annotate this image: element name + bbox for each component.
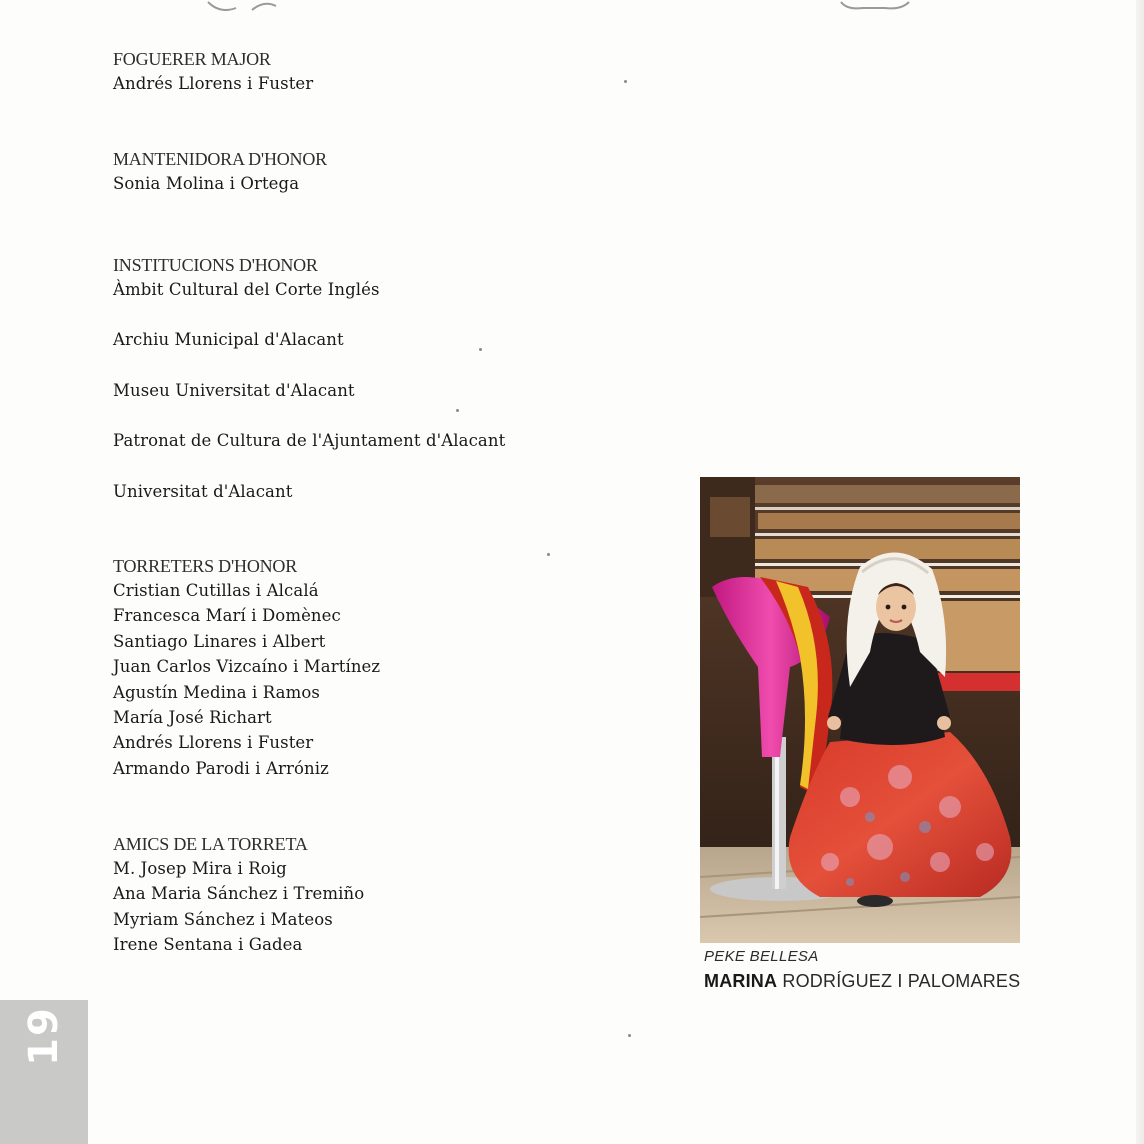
photo-caption-role: PEKE BELLESA [704, 948, 819, 965]
person-name: Andrés Llorens i Fuster [113, 74, 314, 93]
person-name: Francesca Marí i Domènec [113, 606, 341, 626]
person-name: Armando Parodi i Arróniz [113, 758, 329, 778]
paper-speck [479, 348, 482, 351]
caption-first-name: MARINA [704, 971, 778, 991]
person-name: M. Josep Mira i Roig [113, 859, 287, 878]
page-edge-shadow [1136, 0, 1144, 1144]
section-heading: AMICS DE LA TORRETA [113, 834, 308, 854]
section-institucions-honor [113, 253, 505, 529]
section-heading: MANTENIDORA D'HONOR [113, 149, 327, 169]
person-name: Juan Carlos Vizcaíno i Martínez [113, 657, 381, 677]
section-heading: FOGUERER MAJOR [113, 49, 271, 69]
section-heading: TORRETERS D'HONOR [113, 556, 298, 576]
paper-speck [547, 553, 550, 556]
section-amics-torreta [113, 832, 364, 958]
binding-staple-left [200, 0, 290, 14]
portrait-illustration [700, 477, 1020, 943]
institution-name: Universitat d'Alacant [113, 481, 293, 501]
page-number [0, 1000, 88, 1072]
person-name: Sonia Molina i Ortega [113, 174, 300, 193]
person-name: Ana Maria Sánchez i Tremiño [113, 884, 365, 904]
paper-speck [456, 409, 459, 412]
section-heading: INSTITUCIONS D'HONOR [113, 255, 318, 275]
caption-surnames: RODRÍGUEZ I PALOMARES [777, 971, 1021, 991]
section-mantenidora-honor [113, 147, 327, 196]
institution-name: Archiu Municipal d'Alacant [113, 330, 344, 350]
person-name: Myriam Sánchez i Mateos [113, 909, 333, 929]
person-name: Santiago Linares i Albert [113, 631, 326, 651]
person-name: Cristian Cutillas i Alcalá [113, 581, 319, 600]
paper-speck [624, 80, 627, 83]
person-name: Agustín Medina i Ramos [113, 682, 320, 702]
section-foguerer-major [113, 47, 313, 96]
portrait-photo [700, 477, 1020, 943]
photo-caption-name [704, 971, 1020, 992]
institution-name: Museu Universitat d'Alacant [113, 380, 355, 400]
paper-speck [628, 1034, 631, 1037]
person-name: María José Richart [113, 708, 272, 728]
person-name: Andrés Llorens i Fuster [113, 733, 314, 753]
section-torreters-honor [113, 554, 380, 781]
institution-name: Patronat de Cultura de l'Ajuntament d'Alacant [113, 431, 506, 451]
page-number-text: 19 [20, 1006, 67, 1066]
person-name: Irene Sentana i Gadea [113, 935, 303, 955]
institution-name: Àmbit Cultural del Corte Inglés [113, 280, 380, 299]
binding-staple-right [835, 0, 915, 14]
